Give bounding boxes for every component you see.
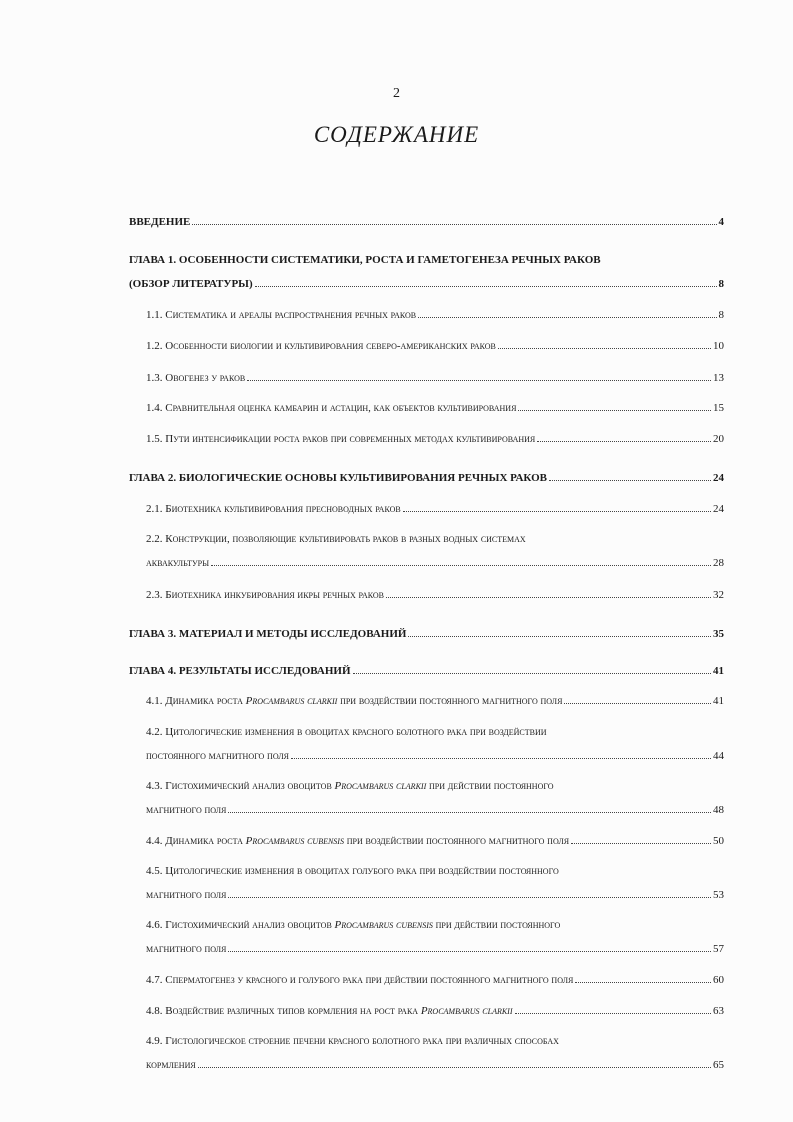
- title-text: 4.3. Гистохимический анализ овоцитов: [146, 780, 335, 792]
- toc-entry-chapter-4[interactable]: [129, 663, 724, 678]
- dot-leader: [211, 555, 711, 566]
- toc-entry-page: 4: [718, 216, 724, 228]
- toc-entry-title: 4.7. Сперматогенез у красного и голубого рака при действии постоянного магнитного поля: [146, 974, 574, 986]
- page-title: СОДЕРЖАНИЕ: [313, 122, 480, 147]
- toc-entry-title: кормления: [146, 1059, 196, 1071]
- dot-leader: [386, 587, 711, 598]
- toc-entry-page: 50: [713, 835, 724, 847]
- toc-entry-4-3-line1[interactable]: [146, 779, 724, 793]
- toc-entry-4-4[interactable]: [146, 833, 724, 848]
- toc-entry-4-2[interactable]: [146, 748, 724, 763]
- toc-entry-4-2-line1[interactable]: 4.2. Цитологические изменения в овоцитах красного болотного рака при воздействии: [146, 726, 547, 738]
- toc-chapter-1-title-line1[interactable]: ГЛАВА 1. ОСОБЕННОСТИ СИСТЕМАТИКИ, РОСТА И ГАМЕТОГЕНЕЗА РЕЧНЫХ РАКОВ: [129, 254, 601, 266]
- toc-entry-2-3[interactable]: [146, 587, 724, 602]
- toc-entry-page: 35: [713, 628, 724, 640]
- dot-leader: [537, 431, 711, 442]
- toc-entry-title: [146, 1004, 513, 1018]
- toc-entry-title: [146, 694, 562, 708]
- toc-entry-page: 57: [713, 943, 724, 955]
- toc-entry-title: магнитного поля: [146, 943, 227, 955]
- species-name: Procambarus clarkii: [245, 695, 338, 707]
- dot-leader: [192, 214, 716, 225]
- dot-leader: [515, 1003, 711, 1014]
- title-text: при действии постоянного: [426, 780, 554, 792]
- title-text: 4.8. Воздействие различных типов кормления на рост рака: [146, 1005, 421, 1017]
- toc-entry-4-5[interactable]: [146, 887, 724, 902]
- toc-entry-page: 13: [713, 372, 724, 384]
- toc-entry-2-1[interactable]: [146, 501, 724, 516]
- toc-entry-4-3[interactable]: [146, 802, 724, 817]
- toc-entry-title: ГЛАВА 3. МАТЕРИАЛ И МЕТОДЫ ИССЛЕДОВАНИЙ: [129, 628, 407, 640]
- toc-entry-page: 24: [713, 503, 724, 515]
- dot-leader: [291, 748, 711, 759]
- toc-entry-4-7[interactable]: [146, 972, 724, 987]
- toc-entry-page: 8: [718, 309, 724, 321]
- dot-leader: [228, 802, 711, 813]
- toc-entry-2-2[interactable]: [146, 555, 724, 570]
- toc-entry-intro[interactable]: [129, 214, 724, 229]
- title-text: при действии постоянного: [432, 919, 561, 931]
- page-number: 2: [393, 86, 400, 101]
- dot-leader: [549, 470, 711, 481]
- toc-entry-page: 44: [713, 750, 724, 762]
- toc-entry-title: магнитного поля: [146, 804, 227, 816]
- toc-entry-1-4[interactable]: [146, 400, 724, 415]
- dot-leader: [255, 276, 717, 287]
- toc-entry-chapter-3[interactable]: [129, 626, 724, 641]
- toc-entry-1-2[interactable]: [146, 338, 724, 353]
- dot-leader: [198, 1057, 711, 1068]
- toc-entry-title: 2.1. Биотехника культивирования пресноводных раков: [146, 503, 401, 515]
- title-text: 4.1. Динамика роста: [146, 695, 246, 707]
- species-name: Procambarus clarkii: [334, 780, 427, 792]
- dot-leader: [403, 501, 711, 512]
- toc-entry-page: 32: [713, 589, 724, 601]
- dot-leader: [498, 338, 711, 349]
- title-text: 4.4. Динамика роста: [146, 835, 246, 847]
- toc-entry-title: 1.4. Сравнительная оценка камбарин и астацин, как объектов культивирования: [146, 402, 517, 414]
- toc-entry-title: ГЛАВА 4. РЕЗУЛЬТАТЫ ИССЛЕДОВАНИЙ: [129, 665, 351, 677]
- toc-entry-page: 63: [713, 1005, 724, 1017]
- toc-entry-title: ВВЕДЕНИЕ: [129, 216, 191, 228]
- toc-entry-title: ГЛАВА 2. БИОЛОГИЧЕСКИЕ ОСНОВЫ КУЛЬТИВИРОВАНИЯ РЕЧНЫХ РАКОВ: [129, 472, 548, 484]
- dot-leader: [571, 833, 711, 844]
- toc-entry-title: аквакультуры: [146, 557, 210, 569]
- toc-entry-4-9-line1[interactable]: 4.9. Гистологическое строение печени красного болотного рака при различных способах: [146, 1035, 559, 1047]
- dot-leader: [228, 887, 711, 898]
- dot-leader: [418, 307, 716, 318]
- dot-leader: [408, 626, 711, 637]
- toc-entry-page: 8: [718, 278, 724, 290]
- toc-entry-page: 20: [713, 433, 724, 445]
- title-text: при воздействии постоянного магнитного поля: [337, 695, 563, 707]
- species-name: Procambarus clarkii: [420, 1005, 513, 1017]
- toc-entry-1-5[interactable]: [146, 431, 724, 446]
- title-text: 4.6. Гистохимический анализ овоцитов: [146, 919, 335, 931]
- toc-entry-4-5-line1[interactable]: 4.5. Цитологические изменения в овоцитах голубого рака при воздействии постоянного: [146, 865, 559, 877]
- toc-entry-4-6[interactable]: [146, 941, 724, 956]
- toc-entry-4-9[interactable]: [146, 1057, 724, 1072]
- toc-entry-page: 48: [713, 804, 724, 816]
- toc-entry-title: 1.2. Особенности биологии и культивирования северо-американских раков: [146, 340, 496, 352]
- toc-entry-page: 28: [713, 557, 724, 569]
- dot-leader: [353, 663, 711, 674]
- toc-entry-page: 10: [713, 340, 724, 352]
- toc-entry-title: магнитного поля: [146, 889, 227, 901]
- dot-leader: [247, 370, 711, 381]
- toc-entry-title: (ОБЗОР ЛИТЕРАТУРЫ): [129, 278, 253, 290]
- toc-entry-4-1[interactable]: [146, 693, 724, 708]
- toc-entry-page: 60: [713, 974, 724, 986]
- toc-entry-title: постоянного магнитного поля: [146, 750, 289, 762]
- toc-entry-title: 1.3. Овогенез у раков: [146, 372, 246, 384]
- dot-leader: [228, 941, 711, 952]
- title-text: при воздействии постоянного магнитного поля: [343, 835, 570, 847]
- toc-entry-chapter-2[interactable]: [129, 470, 724, 485]
- dot-leader: [575, 972, 711, 983]
- toc-entry-4-8[interactable]: [146, 1003, 724, 1018]
- dot-leader: [564, 693, 711, 704]
- toc-entry-4-6-line1[interactable]: [146, 918, 724, 932]
- species-name: Procambarus cubensis: [245, 835, 344, 847]
- toc-entry-title: 1.5. Пути интенсификации роста раков при современных методах культивирования: [146, 433, 536, 445]
- toc-entry-title: 1.1. Систематика и ареалы распространения речных раков: [146, 309, 417, 321]
- toc-entry-page: 24: [713, 472, 724, 484]
- toc-entry-1-1[interactable]: [146, 307, 724, 322]
- toc-entry-1-3[interactable]: [146, 370, 724, 385]
- toc-entry-chapter-1[interactable]: [129, 276, 724, 291]
- toc-entry-page: 15: [713, 402, 724, 414]
- toc-entry-title: 2.3. Биотехника инкубирования икры речных раков: [146, 589, 384, 601]
- toc-entry-page: 41: [713, 665, 724, 677]
- species-name: Procambarus cubensis: [334, 919, 433, 931]
- toc-entry-2-2-line1[interactable]: 2.2. Конструкции, позволяющие культивировать раков в разных водных системах: [146, 533, 526, 545]
- toc-entry-title: [146, 834, 569, 848]
- dot-leader: [518, 400, 711, 411]
- toc-entry-page: 65: [713, 1059, 724, 1071]
- toc-entry-page: 53: [713, 889, 724, 901]
- toc-entry-page: 41: [713, 695, 724, 707]
